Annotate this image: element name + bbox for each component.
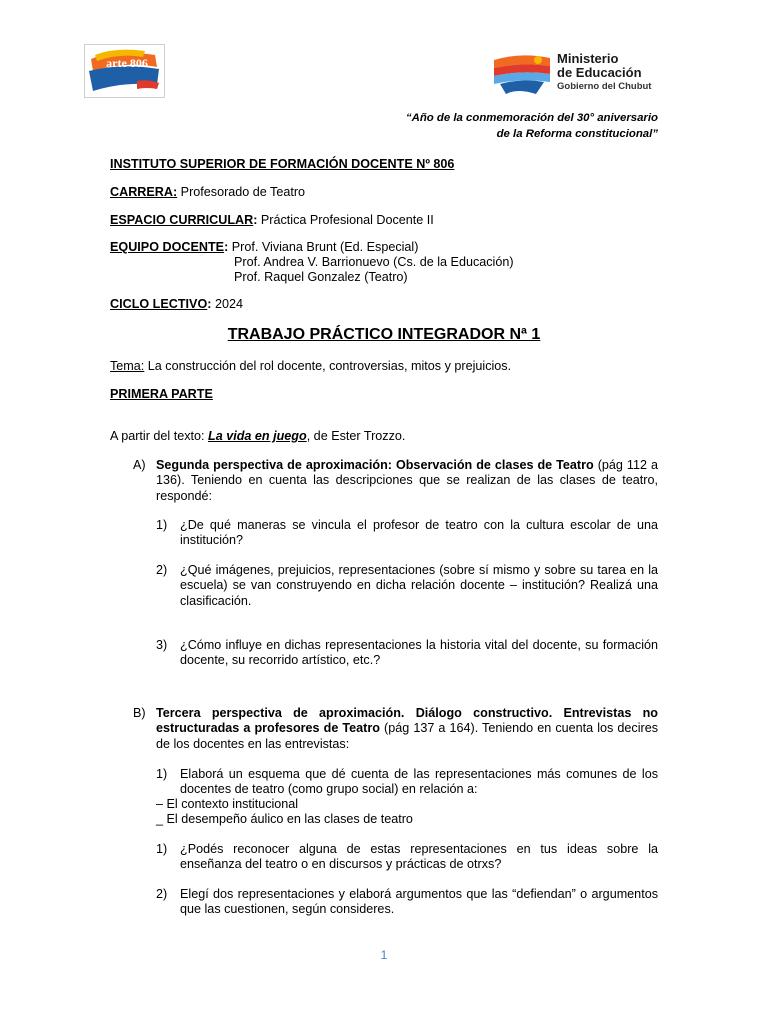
ciclo-value: 2024 xyxy=(211,297,243,311)
carrera-row xyxy=(110,185,305,200)
section-b-heading: Tercera perspectiva de aproximación. Diálogo constructivo. Entrevistas no estructuradas a profesores de Teatro xyxy=(156,706,658,736)
equipo-member: Prof. Raquel Gonzalez (Teatro) xyxy=(234,270,408,284)
section-a-text: (pág 112 a 136). Teniendo en cuenta las descripciones que se realizan de las clases de teatro, respondé: xyxy=(156,458,658,503)
document-title: TRABAJO PRÁCTICO INTEGRADOR Nª 1 xyxy=(227,326,541,343)
item-number: 1) xyxy=(156,518,168,532)
sub-item: – El contexto institucional xyxy=(156,797,299,811)
espacio-row xyxy=(110,213,434,228)
ciclo-row xyxy=(110,297,243,312)
page-number: 1 xyxy=(380,948,388,962)
institute-logo-graphic xyxy=(85,45,164,97)
item-number: 2) xyxy=(156,563,168,577)
section-a-intro xyxy=(156,458,658,504)
section-b-intro xyxy=(156,706,658,752)
section-a-marker: A) xyxy=(133,458,146,472)
ministry-line1: Ministerio xyxy=(557,51,619,66)
espacio-label: ESPACIO CURRICULAR xyxy=(110,213,254,227)
question-item: Elegí dos representaciones y elaborá argumentos que las “defiendan” o argumentos que las cuestionen, según consideres. xyxy=(180,887,658,917)
question-item: ¿Qué imágenes, prejuicios, representaciones (sobre sí mismo y sobre su tarea en la escuela) se van construyendo en dicha relación docente – institución? Realizá una clasificación. xyxy=(180,563,658,608)
question-item: ¿De qué maneras se vincula el profesor de teatro con la cultura escolar de una institución? xyxy=(180,518,658,548)
question-item: ¿Cómo influye en dichas representaciones la historia vital del docente, su formación docente, su recorrido artístico, etc.? xyxy=(180,638,658,668)
ministry-logo-icon xyxy=(492,50,552,96)
book-title: La vida en juego xyxy=(208,429,307,443)
intro-pre: A partir del texto: xyxy=(110,429,209,443)
motto-line1: “Año de la conmemoración del 30° aniversario xyxy=(405,112,658,124)
ministry-line3: Gobierno del Chubut xyxy=(557,81,652,92)
institute-name: INSTITUTO SUPERIOR DE FORMACIÓN DOCENTE Nº 806 xyxy=(110,157,455,171)
carrera-label: CARRERA: xyxy=(110,185,178,199)
question-item: ¿Podés reconocer alguna de estas representaciones en tus ideas sobre la enseñanza del teatro o en discursos y prácticas de otrxs? xyxy=(180,842,658,872)
sub-item: _ El desempeño áulico en las clases de teatro xyxy=(156,812,413,826)
part-heading: PRIMERA PARTE xyxy=(110,387,213,401)
section-b-marker: B) xyxy=(133,706,146,720)
item-number: 2) xyxy=(156,887,168,901)
tema-value: La construcción del rol docente, controversias, mitos y prejuicios. xyxy=(144,359,512,373)
section-b-text: (pág 137 a 164). Teniendo en cuenta los decires de los docentes en las entrevistas: xyxy=(156,721,658,751)
espacio-value: Práctica Profesional Docente II xyxy=(257,213,434,227)
institute-logo-text: arte 806 xyxy=(106,56,148,70)
equipo-colon: : xyxy=(224,240,229,254)
item-number: 3) xyxy=(156,638,168,652)
tema-row xyxy=(110,359,511,374)
motto-line2: de la Reforma constitucional” xyxy=(496,128,658,140)
item-number: 1) xyxy=(156,842,168,856)
tema-label: Tema: xyxy=(110,359,145,373)
ministry-name xyxy=(557,52,651,94)
espacio-colon: : xyxy=(253,213,258,227)
intro-line xyxy=(110,429,405,444)
equipo-member: Prof. Andrea V. Barrionuevo (Cs. de la Educación) xyxy=(234,255,514,269)
institute-logo xyxy=(84,44,165,98)
item-number: 1) xyxy=(156,767,168,781)
equipo-row xyxy=(110,240,418,255)
equipo-label: EQUIPO DOCENTE xyxy=(110,240,225,254)
equipo-member: Prof. Viviana Brunt (Ed. Especial) xyxy=(228,240,419,254)
intro-post: , de Ester Trozzo. xyxy=(306,429,406,443)
ciclo-label: CICLO LECTIVO xyxy=(110,297,208,311)
section-a-heading: Segunda perspectiva de aproximación: Observación de clases de Teatro xyxy=(156,458,594,472)
ministry-line2: de Educación xyxy=(557,65,642,80)
motto xyxy=(406,110,658,142)
ciclo-colon: : xyxy=(207,297,212,311)
carrera-value: Profesorado de Teatro xyxy=(177,185,306,199)
question-item: Elaborá un esquema que dé cuenta de las representaciones más comunes de los docentes de teatro (como grupo social) en relación a: xyxy=(180,767,658,797)
